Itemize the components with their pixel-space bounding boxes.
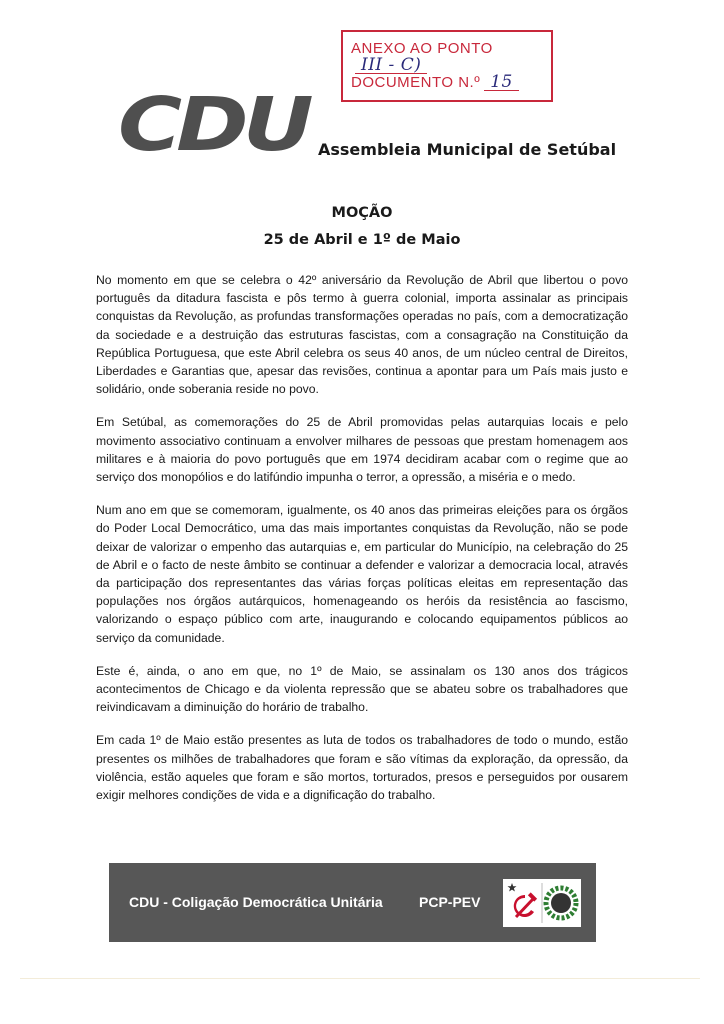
footer-banner (109, 863, 596, 942)
assembly-name: Assembleia Municipal de Setúbal (318, 140, 617, 159)
coalition-name: CDU - Coligação Democrática Unitária (129, 894, 383, 910)
party-names: PCP-PEV (419, 894, 481, 910)
document-title: MOÇÃO (331, 205, 393, 221)
stamp-annex-label: ANEXO AO PONTO (351, 40, 493, 57)
paragraph: Este é, ainda, o ano em que, no 1º de Maio, se assinalam os 130 anos dos trágicos acontecimentos de Chicago e da violenta repressão que se abateu sobre os trabalhadores que reivindicavam a diminuição do horário de trabalho. (96, 663, 628, 715)
paragraph: No momento em que se celebra o 42º aniversário da Revolução de Abril que libertou o povo português da ditadura fascista e pôs termo à guerra colonial, importa assinalar as principais conquistas da Revolução, as profundas transformações operadas no país, com a democratização da sociedade e a destruição das estruturas fascistas, com a consagração na Constituição da República Portuguesa, que este Abril celebra os seus 40 anos, de um núcleo central de Direitos, Liberdades e Garantias que, apesar das revisões, continua a apontar para um País mais justo e solidário, onde soberania reside no povo. (96, 273, 628, 397)
stamp-annex-value: III - C) (355, 57, 427, 74)
sunflower-icon (546, 888, 576, 918)
paragraph: Num ano em que se comemoram, igualmente, os 40 anos das primeiras eleições para os órgãos do Poder Local Democrático, uma das mais importantes conquistas da Revolução, não se pode deixar de valorizar o empenho das autarquias e, em particular do Município, na celebração do 25 de Abril e o facto de neste âmbito se continuar a defender e valorizar a democracia local, através da participação dos representantes das várias forças políticas eleitas em representação das populações nos órgãos autárquicos, homenageando os heróis da resistência ao fascismo, valorizando o espaço público com arte, inaugurando e colocando equipamentos públicos ao serviço da comunidade. (96, 503, 628, 645)
paragraph: Em Setúbal, as comemorações do 25 de Abril promovidas pelas autarquias locais e pelo movimento associativo continuam a envolver milhares de pessoas que prestam homenagem aos militares e à maioria do povo português que em 1974 decidiram acabar com o regime que ao serviço dos monopólios e do latifúndio impunha o terror, a opressão, a miséria e o medo. (96, 415, 628, 485)
stamp-document-value: 15 (484, 74, 519, 91)
stamp-row-annex (351, 40, 551, 74)
hammer-sickle-star-icon (508, 883, 538, 917)
emblems-svg (503, 879, 581, 927)
motion-body (96, 271, 628, 819)
party-emblems (503, 879, 581, 927)
cdu-logo: CDU (118, 82, 308, 168)
page-edge-line (20, 978, 700, 979)
paragraph: Em cada 1º de Maio estão presentes as luta de todos os trabalhadores de todo o mundo, estão presentes os milhões de trabalhadores que foram e são vítimas da exploração, da opressão, da violência, estão aqueles que foram e são mortos, torturados, presos e perseguidos por ousarem exigir melhores condições de vida e a dignificação do trabalho. (96, 733, 628, 803)
stamp-row-document (351, 74, 519, 91)
document-subtitle: 25 de Abril e 1º de Maio (263, 232, 461, 248)
stamp-document-label: DOCUMENTO N.º (351, 74, 481, 91)
document-stamp (341, 30, 553, 102)
